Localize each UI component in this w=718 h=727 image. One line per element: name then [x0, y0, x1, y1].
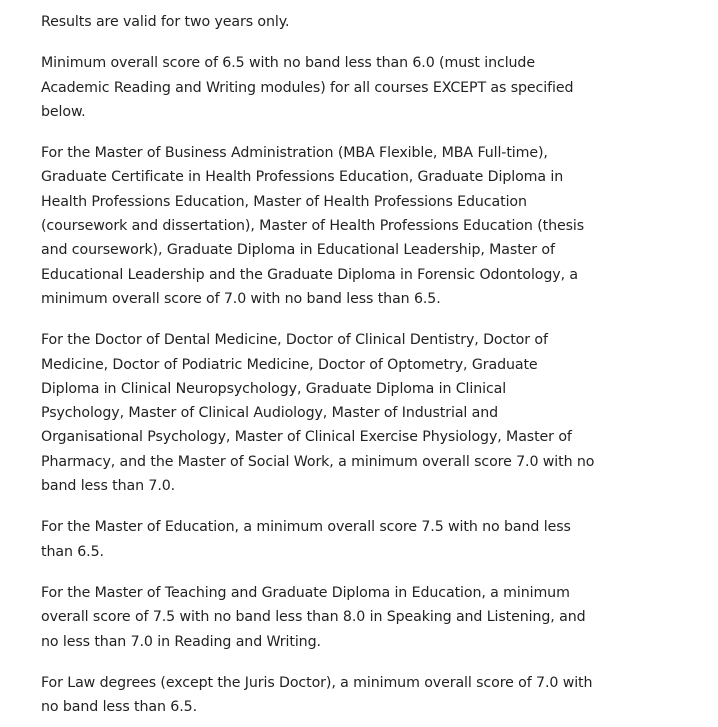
validity-paragraph: Results are valid for two years only.: [41, 14, 290, 30]
mba-requirements-paragraph: For the Master of Business Administration (MBA Flexible, MBA Full-time), Graduate Certificate in Health Professions Education, Graduate Diploma in Health Professions Education, Master of Health Professions Education (coursework and dissertation), Master of Health Professions Education (thesis and coursework), Graduate Diploma in Educational Leadership, Master of Educational Leadership and the Graduate Diploma in Forensic Odontology, a minimum overall score of 7.0 with no band less than 6.5.: [41, 145, 585, 307]
minimum-score-paragraph: Minimum overall score of 6.5 with no band less than 6.0 (must include Academic Reading and Writing modules) for all courses EXCEPT as specified below.: [41, 55, 574, 120]
master-education-requirements-paragraph: For the Master of Education, a minimum overall score 7.5 with no band less than 6.5.: [41, 519, 571, 560]
health-degrees-requirements-paragraph: For the Doctor of Dental Medicine, Doctor of Clinical Dentistry, Doctor of Medicine, Doctor of Podiatric Medicine, Doctor of Optometry, Graduate Diploma in Clinical Neuropsychology, Graduate Diploma in Clinical Psychology, Master of Clinical Audiology, Master of Industrial and Organisational Psychology, Master of Clinical Exercise Physiology, Master of Pharmacy, and the Master of Social Work, a minimum overall score 7.0 with no band less than 7.0.: [41, 332, 595, 495]
law-requirements-paragraph: For Law degrees (except the Juris Doctor), a minimum overall score of 7.0 with no band less than 6.5.: [41, 674, 593, 716]
teaching-requirements-paragraph: For the Master of Teaching and Graduate Diploma in Education, a minimum overall score of 7.5 with no band less than 8.0 in Speaking and Listening, and no less than 7.0 in Reading and Writing.: [41, 584, 586, 650]
document-body: [41, 10, 651, 719]
